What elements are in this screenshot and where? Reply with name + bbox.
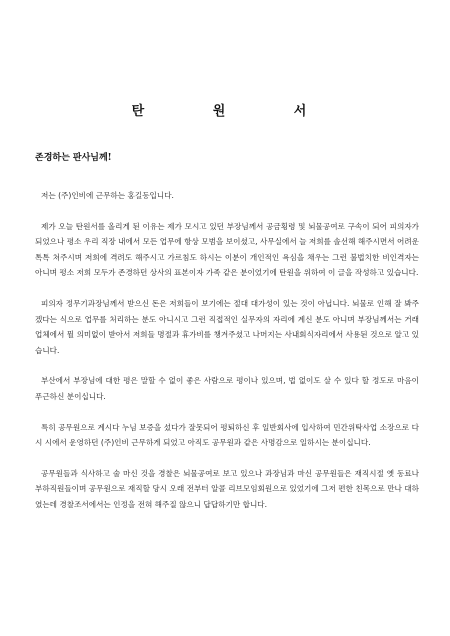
paragraph-reputation: 부산에서 부장님에 대한 평은 말할 수 없이 좋은 사람으로 평이나 있으며, 법 없이도 살 수 있다 할 정도로 마음이 푸근하신 분이십니다. <box>35 376 419 401</box>
paragraph-intro: 저는 (주)인비에 근무하는 홍길동입니다. <box>41 191 174 200</box>
paragraph-career: 특히 공무원으로 계시다 누님 보증을 섰다가 잘못되어 평퇴하신 후 일반회사에 입사하여 민간위탁사업 소장으로 다시 시에서 운영하던 (주)인비 근무하게 되었고 아직도 공무원과 같은 사명감으로 일하시는 분이십니다. <box>35 422 419 448</box>
document-title: 탄 원 서 <box>131 104 339 119</box>
paragraph-reason: 제가 오늘 탄원서를 올리게 된 이유는 제가 모시고 있던 부장님께서 공금횡령 및 뇌물공여로 구속이 되어 피의자가 되었으나 평소 우리 직장 내에서 모든 업무에 항상 모범을 보이셨고, 사무실에서 늘 저희를 솔선해 해주시면서 어려운 톡톡 쳐주시며 저희에 격려도 해주시고 가르침도 하시는 이분이 개인적인 욕심을 채우는 그런 불법치한 비인격자는 아니며 평소 저희 모두가 존경하던 상사의 표본이자 가족 같은 분이었기에 탄원을 위하여 이 글을 작성하고 있습니다. <box>35 221 419 278</box>
paragraph-money: 피의자 정무기과장님께서 받으신 돈은 저희들이 보기에는 절대 대가성이 있는 것이 아닙니다. 뇌물로 인해 잘 봐주겠다는 식으로 업무를 처리하는 분도 아니시고 그런 직접적인 실무자의 자리에 계신 분도 아니며 부장님께서는 거래업체에서 뭘 의미없이 받아서 저희들 명절과 휴가비를 챙겨주셨고 나머지는 사내회식자리에서 사용된 것으로 알고 있습니다. <box>35 298 419 355</box>
document-body <box>35 188 419 528</box>
paragraph-meals: 공무원들과 식사하고 술 마신 것을 경찰은 뇌물공여로 보고 있으나 과장님과 마신 공무원들은 재직시절 옛 동료나 부하직원들이며 공무원으로 재직할 당시 오래 전부터 알콜 리브모임회원으로 있었기에 그저 편한 친목으로 만나 대하였는데 경찰조서에서는 인정을 전혀 해주질 않으니 답답하기만 합니다. <box>35 468 419 509</box>
salutation: 존경하는 판사님께! <box>35 153 112 163</box>
